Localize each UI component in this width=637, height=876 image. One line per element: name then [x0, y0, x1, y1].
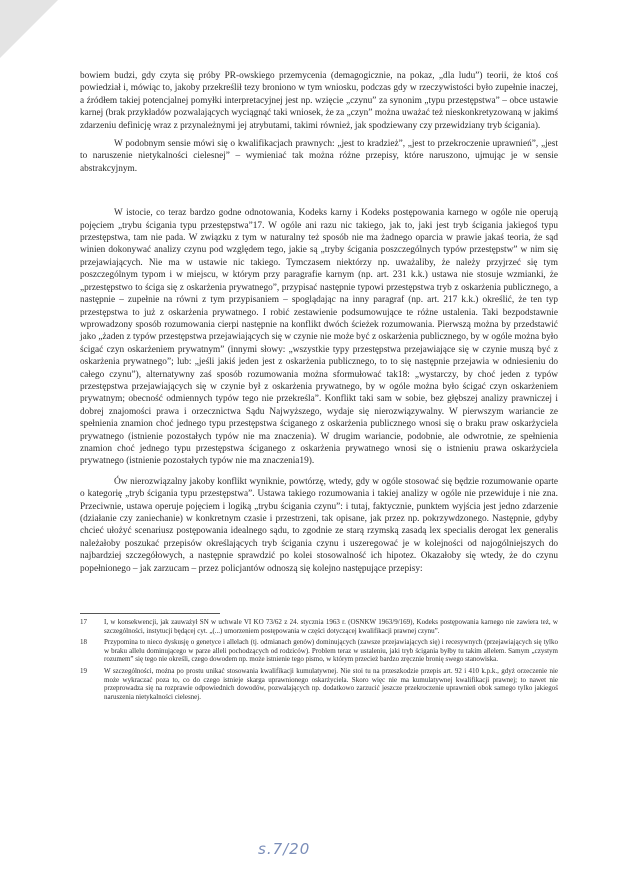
- footnote-19: [80, 667, 558, 701]
- footnote-number: 19: [80, 667, 87, 675]
- footnote-17: [80, 618, 558, 635]
- folded-corner: [0, 0, 58, 58]
- footnote-text: W szczególności, można po prostu unikać stosowania kwalifikacji kumulatywnej. Nie stoi tu na przeszkodzie przepis art. 92 i 410 k.p.k., gdyż orzeczenie nie może wykraczać poza to, co do czego istnieje skarga uprawnionego oskarżyciela. Skoro więc nie ma kumulatywnej kwalifikacji prawnej; to nawet nie przeprowadza się na rozprawie odpowiednich dowodów, pozwalających np. dodatkowo zarzucić jeszcze przekroczenie uprawnień obok samego tylko jakiegoś naruszenia nietykalności cielesnej.: [104, 667, 558, 701]
- footnote-number: 17: [80, 618, 87, 627]
- footnote-text: I, w konsekwencji, jak zauważył SN w uchwale VI KO 73/62 z 24. stycznia 1963 r. (OSNKW 1963/9/169), Kodeks postępowania karnego nie zawiera też, w szczególności, instytucji będącej cyt. „(...) umorzeniem postępowania w części dotyczącej kwalifikacji prawnej czynu”.: [104, 618, 558, 635]
- paragraph-2: W podobnym sensie mówi się o kwalifikacjach prawnych: „jest to kradzież”, „jest to przekroczenie uprawnień”, „jest to naruszenie nietykalności cielesnej” – wymieniać tak można różne przepisy, które naruszono, ujmując je w sensie abstrakcyjnym.: [80, 139, 558, 174]
- footnote-number: 18: [80, 638, 87, 647]
- paragraph-4: Ów nierozwiązalny jakoby konflikt wyniknie, powtórzę, wtedy, gdy w ogóle stosować się będzie rozumowanie oparte o kategorię „tryb ścigania typu przestępstwa”. Ustawa takiego rozumowania i takiej analizy w ogóle nie przewiduje i nie zna. Przeciwnie, ustawa operuje pojęciem i logiką „trybu ścigania czynu”: i tutaj, faktycznie, punktem wyjścia jest jedno zdarzenie (działanie czy zaniechanie) w konkretnym czasie i przestrzeni, tak opisane, jak przez np. pokrzywdzonego. Następnie, gdyby chcieć ułożyć scenariusz postępowania idealnego sądu, to zgodnie ze starą rzymską zasadą lex specialis derogat lex generalis należałoby poszukać przepisów określających tryb ścigania czynu i uszeregować je w kolejności od najogólniejszych do najbardziej szczegółowych, a następnie sprawdzić po kolei stosowalność ich hipotez. Okazałoby się wtedy, że do czynu popełnionego – jak zarzucam – przez policjantów odnoszą się kolejno następujące przepisy:: [80, 476, 558, 574]
- footnote-text: Przypomina to nieco dyskusję o genetyce i allelach (tj. odmianach genów) dominujących (zawsze przejawiających się) i recesywnych (przejawiających się tylko w braku allelu dominującego w parze alleli pochodzących od rodziców). Problem teraz w ustaleniu, jaki tryb ścigania byłby tu takim allelem. Samym „czystym rozumem” się tego nie określi, czego dowodem np. może istnienie tego pismo, w którym przecież bardzo zręcznie bronię swego stanowiska.: [104, 638, 558, 664]
- page-number-stamp: s.7/20: [258, 840, 311, 858]
- document-page: [80, 70, 558, 704]
- footnote-divider: [80, 613, 220, 614]
- paragraph-1: bowiem budzi, gdy czyta się próby PR-owskiego przemycenia (demagogicznie, na pokaz, „dla ludu”) teorii, że ktoś coś powiedział i, mówiąc to, jakoby przekreślił tezy broniono w tym wniosku, podczas gdy w rzeczywistości było zupełnie inaczej, a źródłem takiej potencjalnej pomyłki interpretacyjnej jest np. wzięcie „czynu” za synonim „typu przestępstwa” – obce ustawie karnej (brak przykładów pozwalających wyciągnąć taki wniosek, że za „czyn” można uważać też nieskonkretyzowaną w jakimś zdarzeniu definicję wraz z przynależnymi jej atrybutami, takimi również, jak spodziewany czy przewidziany tryb ścigania).: [80, 71, 558, 131]
- paragraph-3: W istocie, co teraz bardzo godne odnotowania, Kodeks karny i Kodeks postępowania karnego w ogóle nie operują pojęciem „trybu ścigania typu przestępstwa”17. W ogóle ani razu nic takiego, jak to, jaki jest tryb ścigania jakiegoś typu przestępstwa, tam nie pada. W związku z tym w naturalny też sposób nie ma żadnego oparcia w prawie jakaś teoria, że sąd winien dokonywać analizy czynu pod względem tego, jakie są „tryby ścigania poszczególnych typów przestępstw” w nim się przejawiających. Nie ma w ustawie nic takiego. Tymczasem niektórzy np. uważaliby, że należy przyjrzeć się tym poszczególnym typom i w miejscu, w którym przy paragrafie karnym (np. art. 231 k.k.) ustawa nie stosuje wzmianki, że „przestępstwo to ściga się z oskarżenia prywatnego”, przypisać następnie typowi przestępstwa tryb z oskarżenia publicznego, a następnie – zupełnie na równi z tym przypisaniem – spoglądając na inny paragraf (np. art. 217 k.k.) określić, że ten typ przestępstwa to już z oskarżenia prywatnego. I robić zestawienie podsumowujące te różne ustalenia. Taki bezpodstawnie wprowadzony sposób rozumowania cierpi następnie na konflikt dwóch ścieżek rozumowania. Pierwszą można by przedstawić jako „żaden z typów przestępstwa przejawiających się w czynie nie może być z oskarżenia publicznego, by w ogóle można było ścigać czyn oskarżeniem prywatnym” (innymi słowy: „wszystkie typy przestępstwa przejawiające się w czynie muszą być z oskarżenia prywatnego”; lub: „jeśli jakiś jeden jest z oskarżenia publicznego, to to się następnie przejawia w odniesieniu do całego czynu”), alternatywny zaś sposób rozumowania można sformułować tak18: „wystarczy, by choć jeden z typów przestępstwa przejawiających się w czynie był z oskarżenia prywatnego, by w ogóle można było ścigać czyn oskarżeniem prywatnym; obecność odmiennych typów tego nie przekreśla”. Konflikt taki sam w sobie, bez głębszej analizy prawniczej i dobrej znajomości prawa i orzecznictwa Sądu Najwyższego, wydaje się nierozwiązywalny. W pierwszym wariancie ze spełnienia znamion choć jednego typu przestępstwa ściganego z oskarżenia publicznego wnosi się o braku praw oskarżyciela prywatnego (istnienie pozostałych typów nie ma znaczenia). W drugim wariancie, podobnie, ale odwrotnie, ze spełnienia znamion choć jednego typu przestępstwa ściganego z oskarżenia prywatnego wnosi się o istnieniu prawa oskarżyciela prywatnego (istnienie pozostałych typów nie ma znaczenia19).: [80, 208, 558, 467]
- footnote-18: [80, 638, 558, 664]
